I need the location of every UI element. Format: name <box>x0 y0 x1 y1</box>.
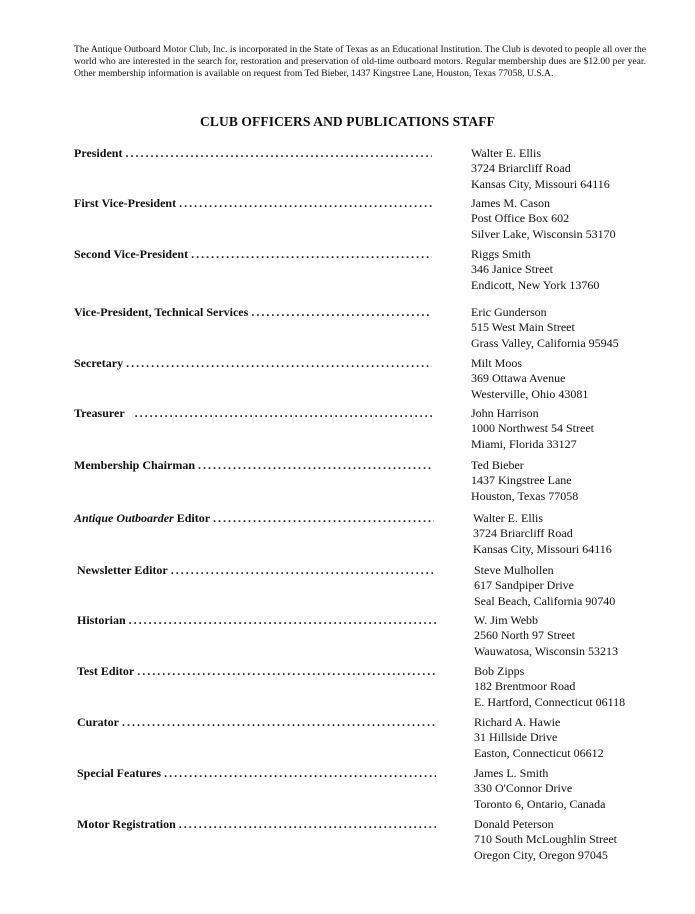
dot-leader <box>213 511 434 526</box>
officer-address-line1: 515 West Main Street <box>471 320 575 335</box>
officer-address-line2: Houston, Texas 77058 <box>471 488 579 503</box>
officer-address <box>473 511 612 557</box>
dot-leader <box>171 563 436 578</box>
officer-role: Vice-President, Technical Services <box>74 305 249 319</box>
officer-name: Walter E. Ellis <box>473 511 544 525</box>
officer-address-line1: 346 Janice Street <box>471 262 553 277</box>
officer-name: John Harrison <box>471 406 539 420</box>
dot-leader <box>179 196 432 211</box>
officer-role: Treasurer <box>74 406 125 420</box>
officer-role: Second Vice-President <box>74 247 189 261</box>
dot-leader <box>125 146 432 161</box>
officer-address-line2: Miami, Florida 33127 <box>471 436 577 451</box>
officer-name: Richard A. Hawie <box>474 715 561 729</box>
officer-name: Steve Mulhollen <box>474 563 554 577</box>
officer-address-line1: 1000 Northwest 54 Street <box>471 421 594 436</box>
officer-role: Historian <box>77 613 126 627</box>
officer-address <box>474 563 615 609</box>
officer-role: Curator <box>77 715 119 729</box>
officer-address <box>474 613 618 659</box>
dot-leader <box>191 247 432 262</box>
officer-address-line2: Westerville, Ohio 43081 <box>471 386 589 401</box>
officer-row-membership-chairman <box>74 458 674 506</box>
officer-role: Test Editor <box>77 664 135 678</box>
officer-address <box>471 406 594 452</box>
officer-name: W. Jim Webb <box>474 613 539 627</box>
officer-address <box>474 766 605 812</box>
officer-row-test-editor <box>77 664 677 712</box>
dot-leader <box>126 356 432 371</box>
officer-role: President <box>74 146 123 160</box>
officer-role: Membership Chairman <box>74 458 195 472</box>
officer-name: Walter E. Ellis <box>471 146 542 160</box>
page-title: CLUB OFFICERS AND PUBLICATIONS STAFF <box>200 114 495 129</box>
officer-address-line1: 182 Brentmoor Road <box>474 679 576 694</box>
officer-address-line2: E. Hartford, Connecticut 06118 <box>474 694 626 709</box>
officer-address <box>471 146 610 192</box>
officer-address-line2: Grass Valley, California 95945 <box>471 335 619 350</box>
officer-address-line1: 617 Sandpiper Drive <box>474 578 574 593</box>
officer-address-line2: Toronto 6, Ontario, Canada <box>474 796 606 811</box>
officer-address-line2: Oregon City, Oregon 97045 <box>474 847 608 862</box>
officer-name: James M. Cason <box>471 196 550 210</box>
dot-leader <box>122 715 436 730</box>
officer-row-vice-president-technical-services <box>74 305 674 353</box>
officer-name: Donald Peterson <box>474 817 554 831</box>
officer-address <box>471 305 619 351</box>
officer-address-line2: Endicott, New York 13760 <box>471 277 600 292</box>
officer-row-newsletter-editor <box>77 563 677 611</box>
officer-name: Milt Moos <box>471 356 523 370</box>
dot-leader <box>251 305 432 320</box>
officer-row-treasurer <box>74 406 674 454</box>
officer-address <box>474 664 625 710</box>
officer-role: First Vice-President <box>74 196 177 210</box>
officer-role: Editor <box>173 511 211 525</box>
officer-address <box>474 817 617 863</box>
dot-leader <box>179 817 436 832</box>
officer-address-line1: 2560 North 97 Street <box>474 628 575 643</box>
officer-address-line2: Kansas City, Missouri 64116 <box>473 541 612 556</box>
publication-title: Antique Outboarder <box>74 511 174 525</box>
officer-address-line2: Seal Beach, California 90740 <box>474 593 616 608</box>
officer-address-line1: Post Office Box 602 <box>471 211 570 226</box>
officer-address <box>471 247 599 293</box>
officer-address-line2: Silver Lake, Wisconsin 53170 <box>471 226 616 241</box>
officer-row-secretary <box>74 356 674 404</box>
dot-leader <box>164 766 436 781</box>
officer-role: Special Features <box>77 766 162 780</box>
dot-leader <box>198 458 432 473</box>
officer-row-president <box>74 146 674 194</box>
officer-address <box>471 458 578 504</box>
officer-address-line2: Easton, Connecticut 06612 <box>474 745 604 760</box>
officer-role: Secretary <box>74 356 124 370</box>
officer-address-line1: 31 Hillside Drive <box>474 730 558 745</box>
officer-name: James L. Smith <box>474 766 549 780</box>
officer-name: Eric Gunderson <box>471 305 547 319</box>
intro-paragraph: The Antique Outboard Motor Club, Inc. is incorporated in the State of Texas as an Educational Institution. The Club is devoted to people all over the world who are interested in the search for, restoration and preservation of old-time outboard motors. Regular membership dues are $12.00 per year. Other membership information is available on request from Ted Bieber, 1437 Kingstree Lane, Houston, Texas 77058, U.S.A. <box>74 44 646 79</box>
officer-row-first-vice-president <box>74 196 674 244</box>
dot-leader <box>137 664 436 679</box>
officer-address-line1: 330 O'Connor Drive <box>474 781 573 796</box>
officer-name: Riggs Smith <box>471 247 531 261</box>
officer-address-line1: 369 Ottawa Avenue <box>471 371 566 386</box>
officer-row-second-vice-president <box>74 247 674 295</box>
officer-address <box>474 715 604 761</box>
dot-leader <box>129 613 436 628</box>
officer-address-line2: Kansas City, Missouri 64116 <box>471 176 610 191</box>
officer-address-line2: Wauwatosa, Wisconsin 53213 <box>474 643 618 658</box>
officer-row-antique-outboarder-editor <box>74 511 674 559</box>
officer-address <box>471 356 588 402</box>
officer-address-line1: 710 South McLoughlin Street <box>474 832 617 847</box>
officer-role: Newsletter Editor <box>77 563 168 577</box>
officer-row-historian <box>77 613 677 661</box>
officer-address-line1: 3724 Briarcliff Road <box>473 526 573 541</box>
officer-address-line1: 3724 Briarcliff Road <box>471 161 571 176</box>
officer-name: Bob Zipps <box>474 664 525 678</box>
dot-leader <box>135 406 432 421</box>
officer-row-special-features <box>77 766 677 814</box>
officer-name: Ted Bieber <box>471 458 524 472</box>
officer-address-line1: 1437 Kingstree Lane <box>471 473 572 488</box>
officer-address <box>471 196 616 242</box>
officer-row-motor-registration <box>77 817 677 865</box>
officer-role: Motor Registration <box>77 817 176 831</box>
officer-row-curator <box>77 715 677 763</box>
